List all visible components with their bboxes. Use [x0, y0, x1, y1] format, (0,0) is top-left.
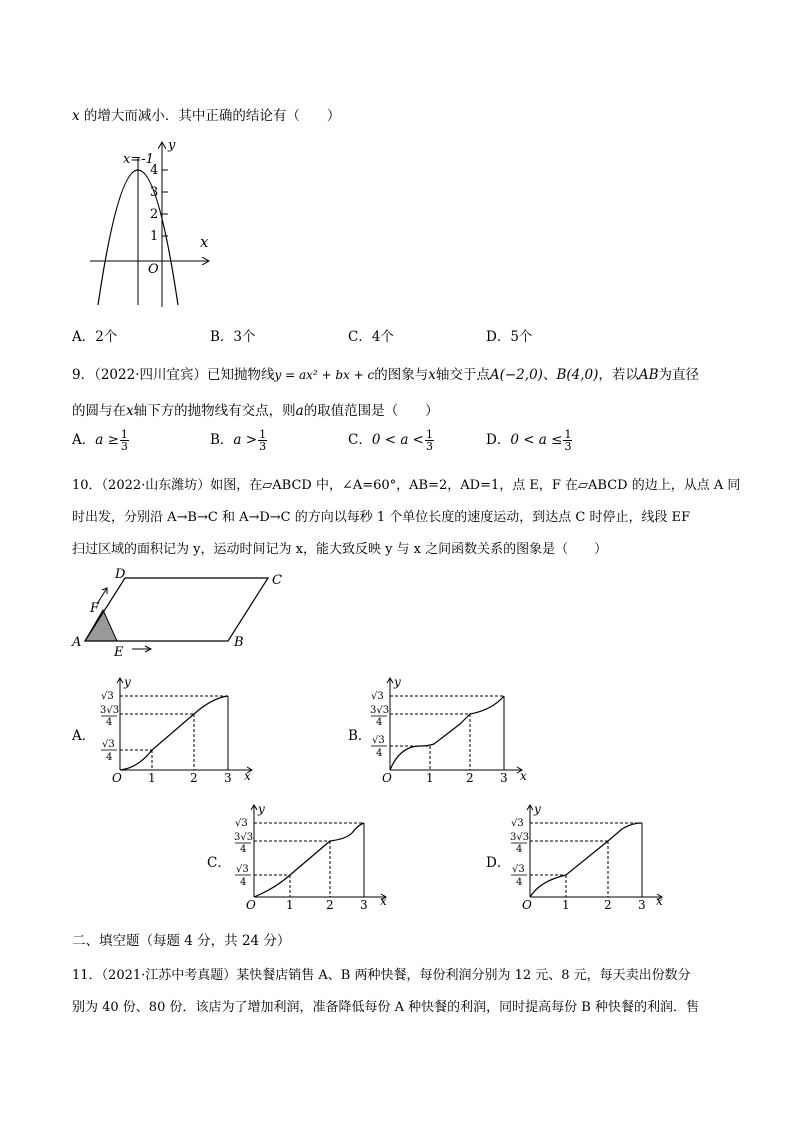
q10-graph-d-body — [510, 802, 663, 912]
svg-text:√3: √3 — [101, 691, 114, 702]
q8-intro — [72, 104, 340, 124]
svg-text:√3: √3 — [512, 864, 525, 875]
svg-text:x: x — [656, 894, 663, 908]
q8-intro-var: x — [72, 108, 80, 124]
q9-option-a-fraction: $\frac{1}{3}$ — [120, 428, 128, 453]
q10-label-c: C — [272, 573, 282, 588]
svg-text:3: 3 — [638, 898, 646, 912]
q9-option-b[interactable]: B．a > $\frac{1}{3}$ — [210, 428, 267, 453]
svg-text:4: 4 — [516, 844, 523, 855]
q8-tick-label-4: 4 — [150, 163, 159, 178]
svg-text:√3: √3 — [371, 691, 384, 702]
q8-option-a[interactable]: A．2个 — [72, 329, 118, 345]
svg-text:2: 2 — [190, 771, 198, 785]
q9-suffix2: 为直径 — [658, 367, 700, 383]
svg-text:4: 4 — [516, 877, 523, 888]
q8-x-label: x — [200, 233, 209, 251]
q9-point-b: B(4,0) — [556, 367, 599, 383]
svg-text:3√3: 3√3 — [510, 832, 530, 843]
q9-l2-text2: 轴下方的抛物线有交点，则 — [133, 403, 296, 419]
q8-option-d[interactable]: D．5个 — [486, 329, 533, 345]
q9-prefix: 9．（2022·四川宜宾）已知抛物线 — [72, 367, 275, 383]
svg-text:O: O — [246, 898, 256, 912]
q8-tick-label-3: 3 — [150, 185, 159, 200]
q10-option-d-graph[interactable] — [510, 801, 670, 913]
q9-x: x — [428, 367, 436, 383]
q10-option-d-label[interactable]: D． — [486, 855, 511, 871]
q8-tick-label-2: 2 — [150, 207, 159, 222]
svg-text:2: 2 — [326, 898, 334, 912]
q11-line-2: 别为 40 份、80 份．该店为了增加利润，准备降低每份 A 种快餐的利润，同时提高每份 B 种快餐的利润．售 — [72, 1000, 699, 1015]
svg-text:y: y — [258, 802, 265, 816]
svg-text:1: 1 — [426, 771, 434, 785]
q9-ab: AB — [638, 367, 659, 383]
q10-label-d: D — [115, 567, 126, 582]
q8-intro-text: 的增大而减小．其中正确的结论有（ ） — [79, 108, 341, 124]
svg-text:√3: √3 — [372, 735, 385, 746]
svg-text:4: 4 — [240, 877, 247, 888]
q10-graph-a-curve — [120, 696, 228, 770]
q10-label-a: A — [72, 635, 82, 650]
svg-text:4: 4 — [376, 717, 383, 728]
q8-y-label: y — [168, 138, 176, 153]
q10-line-2: 时出发，分别沿 A→B→C 和 A→D→C 的方向以每秒 1 个单位长度的速度运动，到达点 C 时停止，线段 EF — [72, 510, 691, 525]
q8-axis-line-label: x=-1 — [123, 152, 154, 167]
q10-line-1: 10．（2022·山东潍坊）如图，在▱ABCD 中，∠A=60°，AB=2，AD=1，点 E，F 在▱ABCD 的边上，从点 A 同 — [72, 478, 741, 493]
q10-option-a-graph[interactable] — [100, 674, 260, 786]
q10-line-3: 扫过区域的面积记为 y，运动时间记为 x，能大致反映 y 与 x 之间函数关系的图象是（ ） — [72, 542, 608, 557]
q8-option-b[interactable]: B．3个 — [210, 329, 256, 345]
q9-option-b-fraction: $\frac{1}{3}$ — [259, 428, 267, 453]
q9-l2-text3: 的取值范围是（ ） — [303, 403, 439, 419]
svg-text:√3: √3 — [102, 739, 115, 750]
q8-origin-label: O — [148, 262, 159, 277]
q9-formula: y = ax² + bx + c — [274, 368, 375, 382]
svg-text:3√3: 3√3 — [370, 705, 390, 716]
q10-option-c-graph[interactable] — [234, 801, 394, 913]
q11-line-1: 11．（2021·江苏中考真题）某快餐店销售 A、B 两种快餐，每份利润分别为 12 元、8 元，每天卖出份数分 — [72, 968, 691, 983]
q9-mid: 的图象与 — [374, 367, 429, 383]
svg-text:3√3: 3√3 — [100, 705, 120, 716]
q10-label-e: E — [114, 645, 124, 660]
q10-label-b: B — [234, 635, 244, 650]
svg-text:√3: √3 — [236, 864, 249, 875]
svg-text:√3: √3 — [235, 818, 248, 829]
q10-graph-b-curve — [390, 696, 504, 770]
section-2-heading: 二、填空题（每题 4 分，共 24 分） — [72, 933, 291, 949]
svg-text:O: O — [522, 898, 532, 912]
q10-graph-c-body — [234, 802, 387, 912]
svg-text:x: x — [380, 894, 387, 908]
svg-text:3: 3 — [500, 771, 508, 785]
q8-parabola-graph — [80, 135, 215, 315]
svg-text:x: x — [244, 769, 251, 783]
svg-text:2: 2 — [466, 771, 474, 785]
svg-text:y: y — [534, 802, 541, 816]
q9-l2-a: a — [295, 403, 304, 419]
q9-point-a: A(−2,0) — [489, 367, 543, 383]
q9-line-2 — [72, 399, 439, 419]
svg-text:3: 3 — [224, 771, 232, 785]
q9-mid2: 轴交于点 — [435, 367, 490, 383]
q9-sep: 、 — [542, 367, 557, 383]
q9-option-a[interactable]: A．a ≥ $\frac{1}{3}$ — [72, 428, 128, 453]
svg-text:O: O — [112, 771, 122, 785]
svg-text:1: 1 — [148, 771, 156, 785]
q10-graph-c-curve — [254, 823, 364, 897]
svg-text:y: y — [394, 675, 401, 689]
svg-text:3√3: 3√3 — [234, 832, 254, 843]
svg-text:4: 4 — [376, 748, 383, 759]
q10-graph-b-body — [370, 675, 527, 785]
q10-option-b-label[interactable]: B． — [348, 728, 372, 744]
q9-suffix1: ，若以 — [598, 367, 639, 383]
q9-option-c[interactable]: C．0 < a < $\frac{1}{3}$ — [348, 428, 433, 453]
svg-text:4: 4 — [240, 844, 247, 855]
svg-text:√3: √3 — [511, 818, 524, 829]
svg-text:2: 2 — [604, 898, 612, 912]
q9-option-d[interactable]: D．0 < a ≤ $\frac{1}{3}$ — [486, 428, 572, 453]
svg-text:3: 3 — [360, 898, 368, 912]
svg-text:1: 1 — [562, 898, 570, 912]
q9-l2-x: x — [126, 403, 134, 419]
svg-text:x: x — [520, 769, 527, 783]
q8-option-c[interactable]: C．4个 — [348, 329, 394, 345]
q9-option-d-fraction: $\frac{1}{3}$ — [564, 428, 572, 453]
q10-option-c-label[interactable]: C． — [207, 855, 231, 871]
q10-graph-d-curve — [530, 823, 642, 897]
q9-option-c-fraction: $\frac{1}{3}$ — [425, 428, 433, 453]
q10-option-b-graph[interactable] — [370, 674, 530, 786]
q10-label-f: F — [90, 601, 100, 616]
q10-option-a-label[interactable]: A． — [72, 728, 96, 744]
svg-text:4: 4 — [106, 752, 113, 763]
svg-text:1: 1 — [286, 898, 294, 912]
q9-l2-text1: 的圆与在 — [72, 403, 126, 419]
svg-text:4: 4 — [106, 717, 113, 728]
svg-text:O: O — [382, 771, 392, 785]
svg-text:y: y — [124, 675, 131, 689]
q10-parallelogram-figure — [70, 568, 290, 658]
q9-line-1 — [72, 363, 699, 383]
q8-tick-label-1: 1 — [150, 229, 159, 244]
q10-graph-a-body — [100, 675, 252, 785]
